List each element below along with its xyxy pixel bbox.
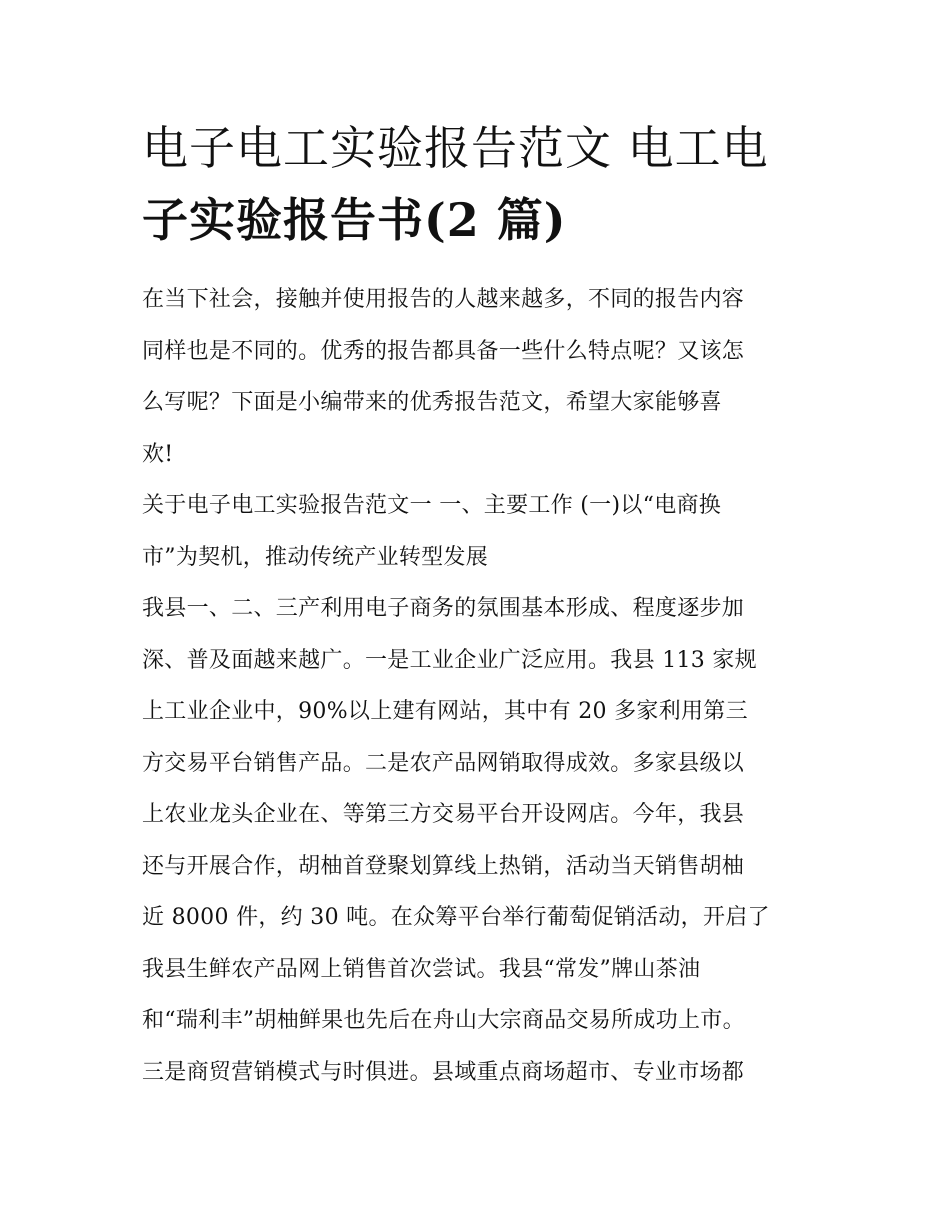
body-line: 同样也是不同的。优秀的报告都具备一些什么特点呢？又该怎 [142, 338, 745, 364]
body-line: 上农业龙头企业在、等第三方交易平台开设网店。今年，我县 [142, 802, 745, 827]
body-line: 么写呢？下面是小编带来的优秀报告范文，希望大家能够喜 [142, 390, 722, 415]
body-line: 我县一、二、三产利用电子商务的氛围基本形成、程度逐步加 [142, 596, 745, 621]
body-line: 关于电子电工实验报告范文一 一、主要工作 (一)以“电商换 [142, 493, 722, 518]
title-line-2: 子实验报告书(2 篇) [142, 193, 567, 247]
title-line-1: 电子电工实验报告范文 电工电 [142, 121, 769, 175]
body-line: 深、普及面越来越广。一是工业企业广泛应用。我县 113 家规 [142, 647, 757, 673]
body-line: 三是商贸营销模式与时俱进。县域重点商场超市、专业市场都 [142, 1059, 745, 1085]
body-line: 近 8000 件，约 30 吨。在众筹平台举行葡萄促销活动，开启了 [142, 905, 770, 930]
document-body [142, 280, 822, 1104]
body-line: 我县生鲜农产品网上销售首次尝试。我县“常发”牌山茶油 [142, 956, 701, 982]
body-line: 上工业企业中，90%以上建有网站，其中有 20 多家利用第三 [142, 699, 748, 724]
body-line: 还与开展合作，胡柚首登聚划算线上热销，活动当天销售胡柚 [142, 853, 745, 879]
document-title [142, 112, 822, 256]
body-line: 市”为契机，推动传统产业转型发展 [142, 544, 489, 570]
body-line: 欢! [142, 441, 174, 467]
body-line: 和“瑞利丰”胡柚鲜果也先后在舟山大宗商品交易所成功上市。 [142, 1008, 745, 1033]
body-line: 在当下社会，接触并使用报告的人越来越多，不同的报告内容 [142, 287, 745, 312]
body-line: 方交易平台销售产品。二是农产品网销取得成效。多家县级以 [142, 750, 745, 776]
